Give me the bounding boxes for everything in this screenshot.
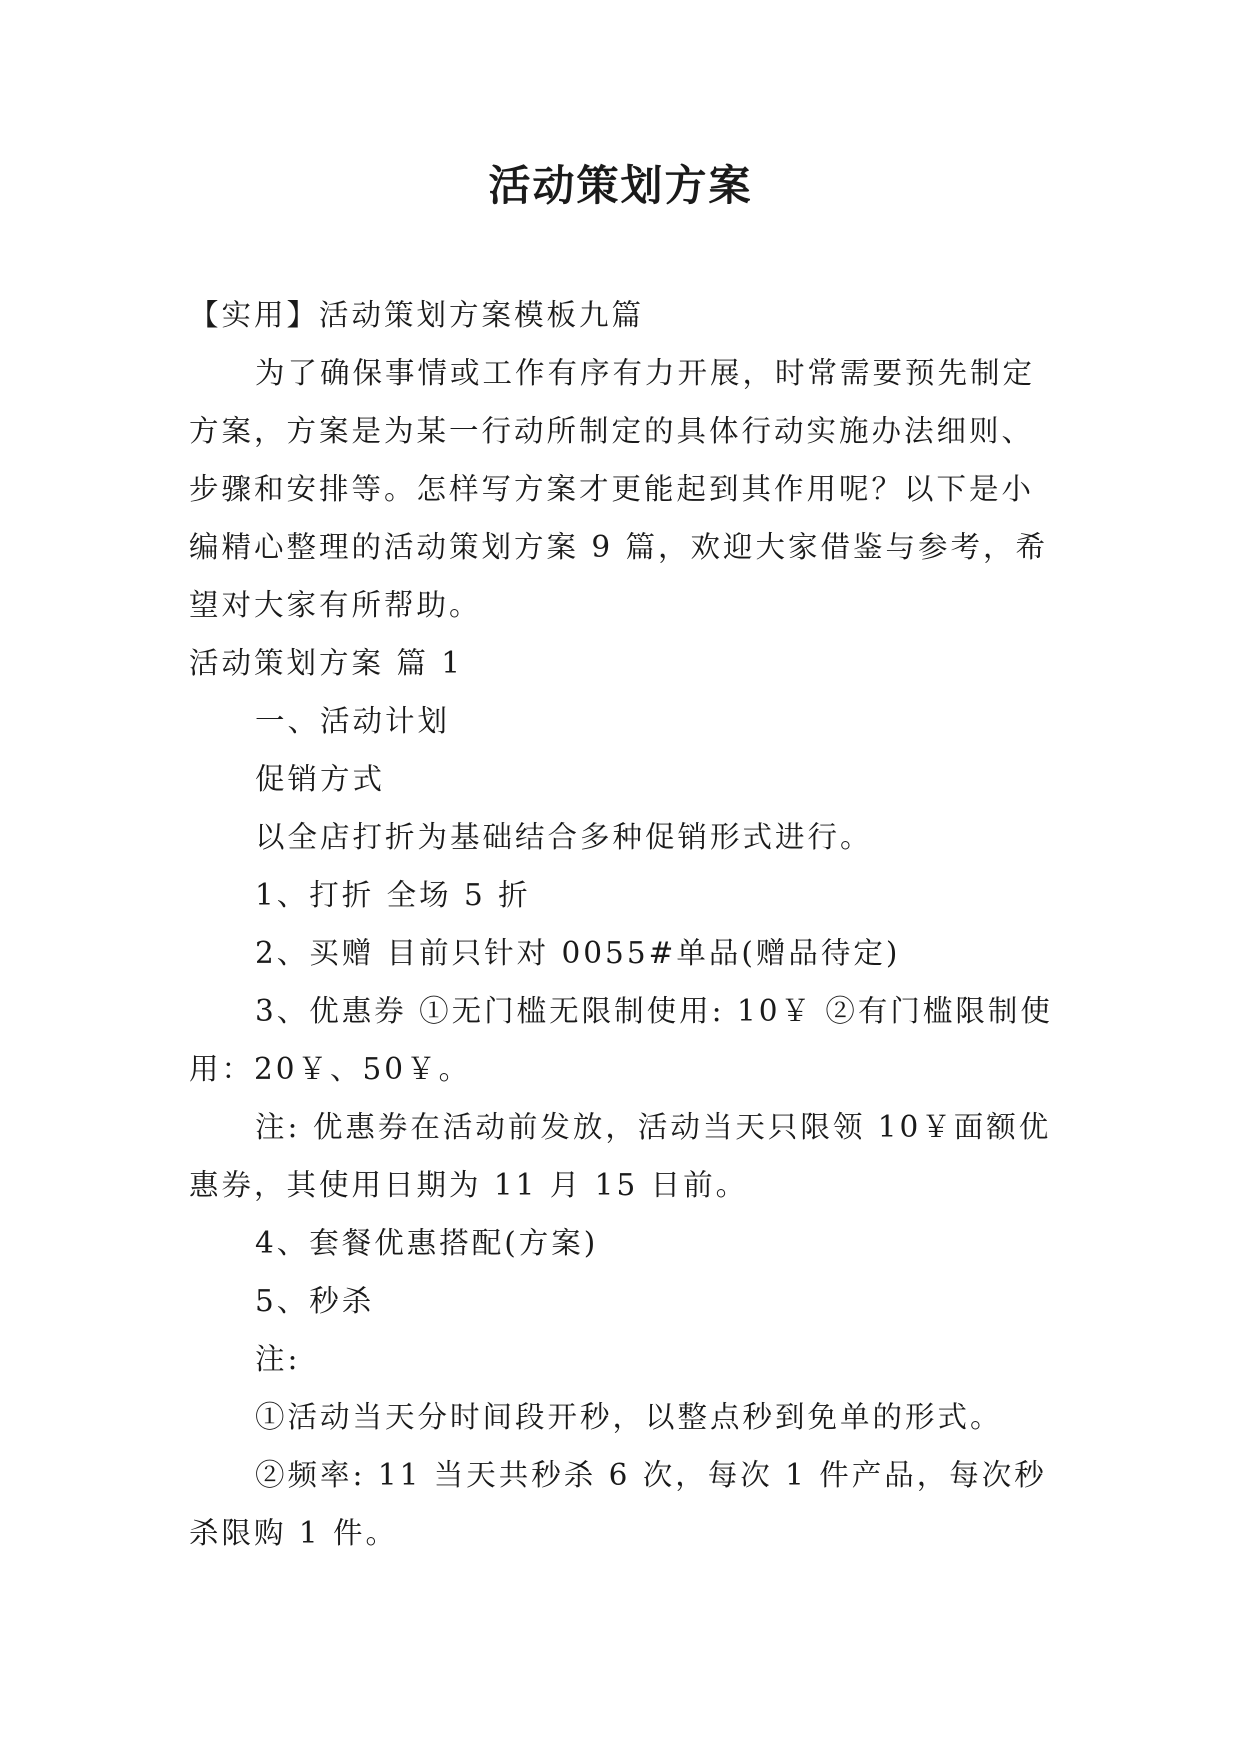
- note-label: 注:: [255, 1342, 301, 1376]
- note-paragraph: 注: 优惠券在活动前发放，活动当天只限领 10￥面额优惠券，其使用日期为 11 月 15 日前。: [189, 1110, 1052, 1202]
- list-item: 1、打折 全场 5 折: [255, 878, 531, 912]
- document-title: 活动策划方案: [488, 161, 753, 210]
- section-heading: 活动策划方案 篇 1: [189, 646, 464, 680]
- list-item: 4、套餐优惠搭配(方案): [255, 1226, 599, 1260]
- paragraph-subtitle: 【实用】活动策划方案模板九篇: [189, 298, 645, 332]
- note-item: ①活动当天分时间段开秒，以整点秒到免单的形式。: [255, 1400, 1003, 1434]
- list-item: 3、优惠券 ①无门槛无限制使用: 10￥ ②有门槛限制使用：20￥、50￥。: [189, 994, 1053, 1086]
- paragraph-intro: 为了确保事情或工作有序有力开展，时常需要预先制定方案，方案是为某一行动所制定的具体行动实施办法细则、步骤和安排等。怎样写方案才更能起到其作用呢？以下是小编精心整理的活动策划方案 9 篇，欢迎大家借鉴与参考，希望对大家有所帮助。: [189, 356, 1049, 622]
- list-item: 5、秒杀: [255, 1284, 375, 1318]
- paragraph: 促销方式: [255, 762, 386, 796]
- paragraph: 以全店打折为基础结合多种促销形式进行。: [255, 820, 873, 854]
- document-body: [189, 286, 1059, 1562]
- list-item: 2、买赠 目前只针对 0055#单品(赠品待定): [255, 936, 901, 970]
- paragraph: 一、活动计划: [255, 704, 451, 738]
- note-item: ②频率: 11 当天共秒杀 6 次，每次 1 件产品，每次秒杀限购 1 件。: [189, 1458, 1047, 1550]
